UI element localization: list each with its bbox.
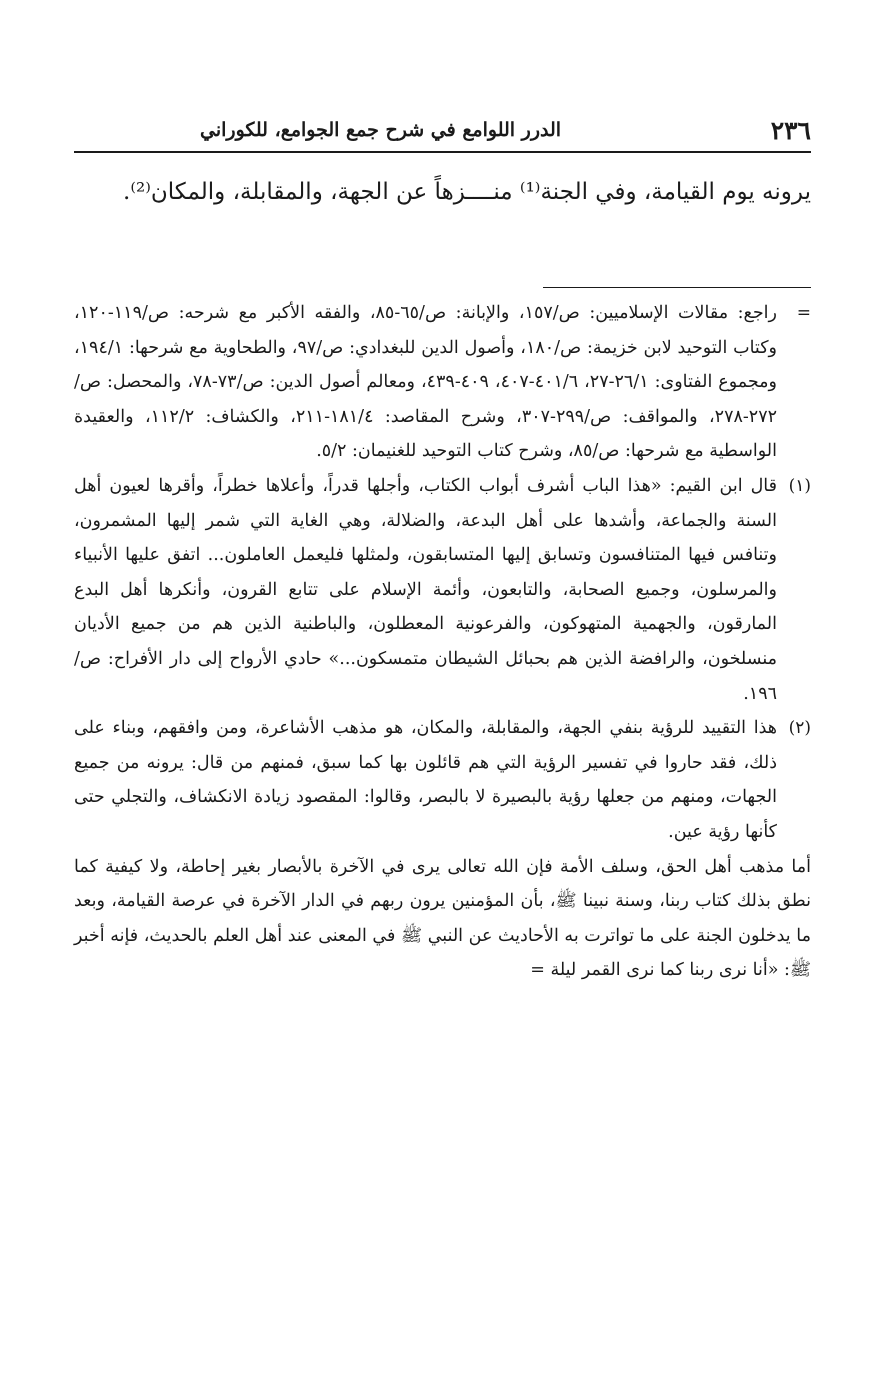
footnote-continuation: [74, 296, 811, 469]
footnote-continuation-marker: =: [796, 303, 811, 323]
footnote-1: [74, 469, 811, 711]
footnote-2-text: هذا التقييد للرؤية بنفي الجهة، والمقابلة، والمكان، هو مذهب الأشاعرة، ومن وافقهم، وبناء على ذلك، فقد حاروا في تفسير الرؤية التي هم قائلون بها كما سبق، فمنهم من قال: يرونه من جميع الجهات، ومنهم من جعلها رؤية بالبصيرة لا بالبصر، وقالوا: المقصود زيادة الانكشاف، والتجلي حتى كأنها رؤية عين.: [74, 718, 777, 842]
footnote-separator: [543, 287, 811, 288]
header-rule: [74, 151, 811, 153]
page-header: [74, 110, 811, 150]
main-text: يرونه يوم القيامة، وفي الجنة⁽¹⁾ منــــزهاً عن الجهة، والمقابلة، والمكان⁽²⁾.: [123, 179, 811, 205]
footnote-1-text: قال ابن القيم: «هذا الباب أشرف أبواب الكتاب، وأجلها قدراً، وأعلاها خطراً، وأقرها لعيون أهل السنة والجماعة، وأشدها على أهل البدعة، والضلالة، وهي الغاية التي شمر إليها المشمرون، وتنافس فيها المتنافسون وتسابق إليها المتسابقون، ولمثلها فليعمل العاملون... اتفق عليها الأنبياء والمرسلون، وجميع الصحابة، والتابعون، وأئمة الإسلام على تتابع القرون، وأنكرها أهل البدع المارقون، والجهمية المتهوكون، والفرعونية المعطلون، والباطنية الذين هم من جميع الأديان منسلخون، والرافضة الذين هم بحبائل الشيطان متمسكون...» حادي الأرواح إلى دار الأفراح: ص/١٩٦.: [74, 475, 777, 704]
footnote-continuation-text: راجع: مقالات الإسلاميين: ص/١٥٧، والإبانة: ص/٦٥-٨٥، والفقه الأكبر مع شرحه: ص/١١٩-١٢٠، وكتاب التوحيد لابن خزيمة: ص/١٨٠، وأصول الدين للبغدادي: ص/٩٧، والطحاوية مع شرحها: ١٩٤/١، ومجموع الفتاوى: ٢٦/١-٢٧، ٤٠١/٦-٤٠٧، ٤٠٩-٤٣٩، ومعالم أصول الدين: ص/٧٣-٧٨، والمحصل: ص/٢٧٢-٢٧٨، والمواقف: ص/٢٩٩-٣٠٧، وشرح المقاصد: ١٨١/٤-٢١١، والكشاف: ١١٢/٢، والعقيدة الواسطية مع شرحها: ص/٨٥، وشرح كتاب التوحيد للغنيمان: ٥/٢.: [74, 303, 777, 462]
page-number: ٢٣٦: [770, 115, 811, 145]
footnote-2-marker: (٢): [788, 718, 811, 739]
running-title: الدرر اللوامع في شرح جمع الجوامع، للكوراني: [200, 119, 562, 141]
footnote-1-marker: (١): [788, 475, 811, 496]
footnote-2: [74, 711, 811, 849]
footnote-2-continuation: أما مذهب أهل الحق، وسلف الأمة فإن الله تعالى يرى في الآخرة بالأبصار بغير إحاطة، ولا كيفية كما نطق بذلك كتاب ربنا، وسنة نبينا ﷺ، بأن المؤمنين يرون ربهم في الدار الآخرة في عرصة القيامة، وبعد ما يدخلون الجنة على ما تواترت به الأحاديث عن النبي ﷺ في المعنى عند أهل العلم بالحديث، فإنه أخبر ﷺ: «أنا نرى ربنا كما نرى القمر ليلة =: [74, 856, 811, 981]
footnotes-section: [74, 296, 811, 988]
